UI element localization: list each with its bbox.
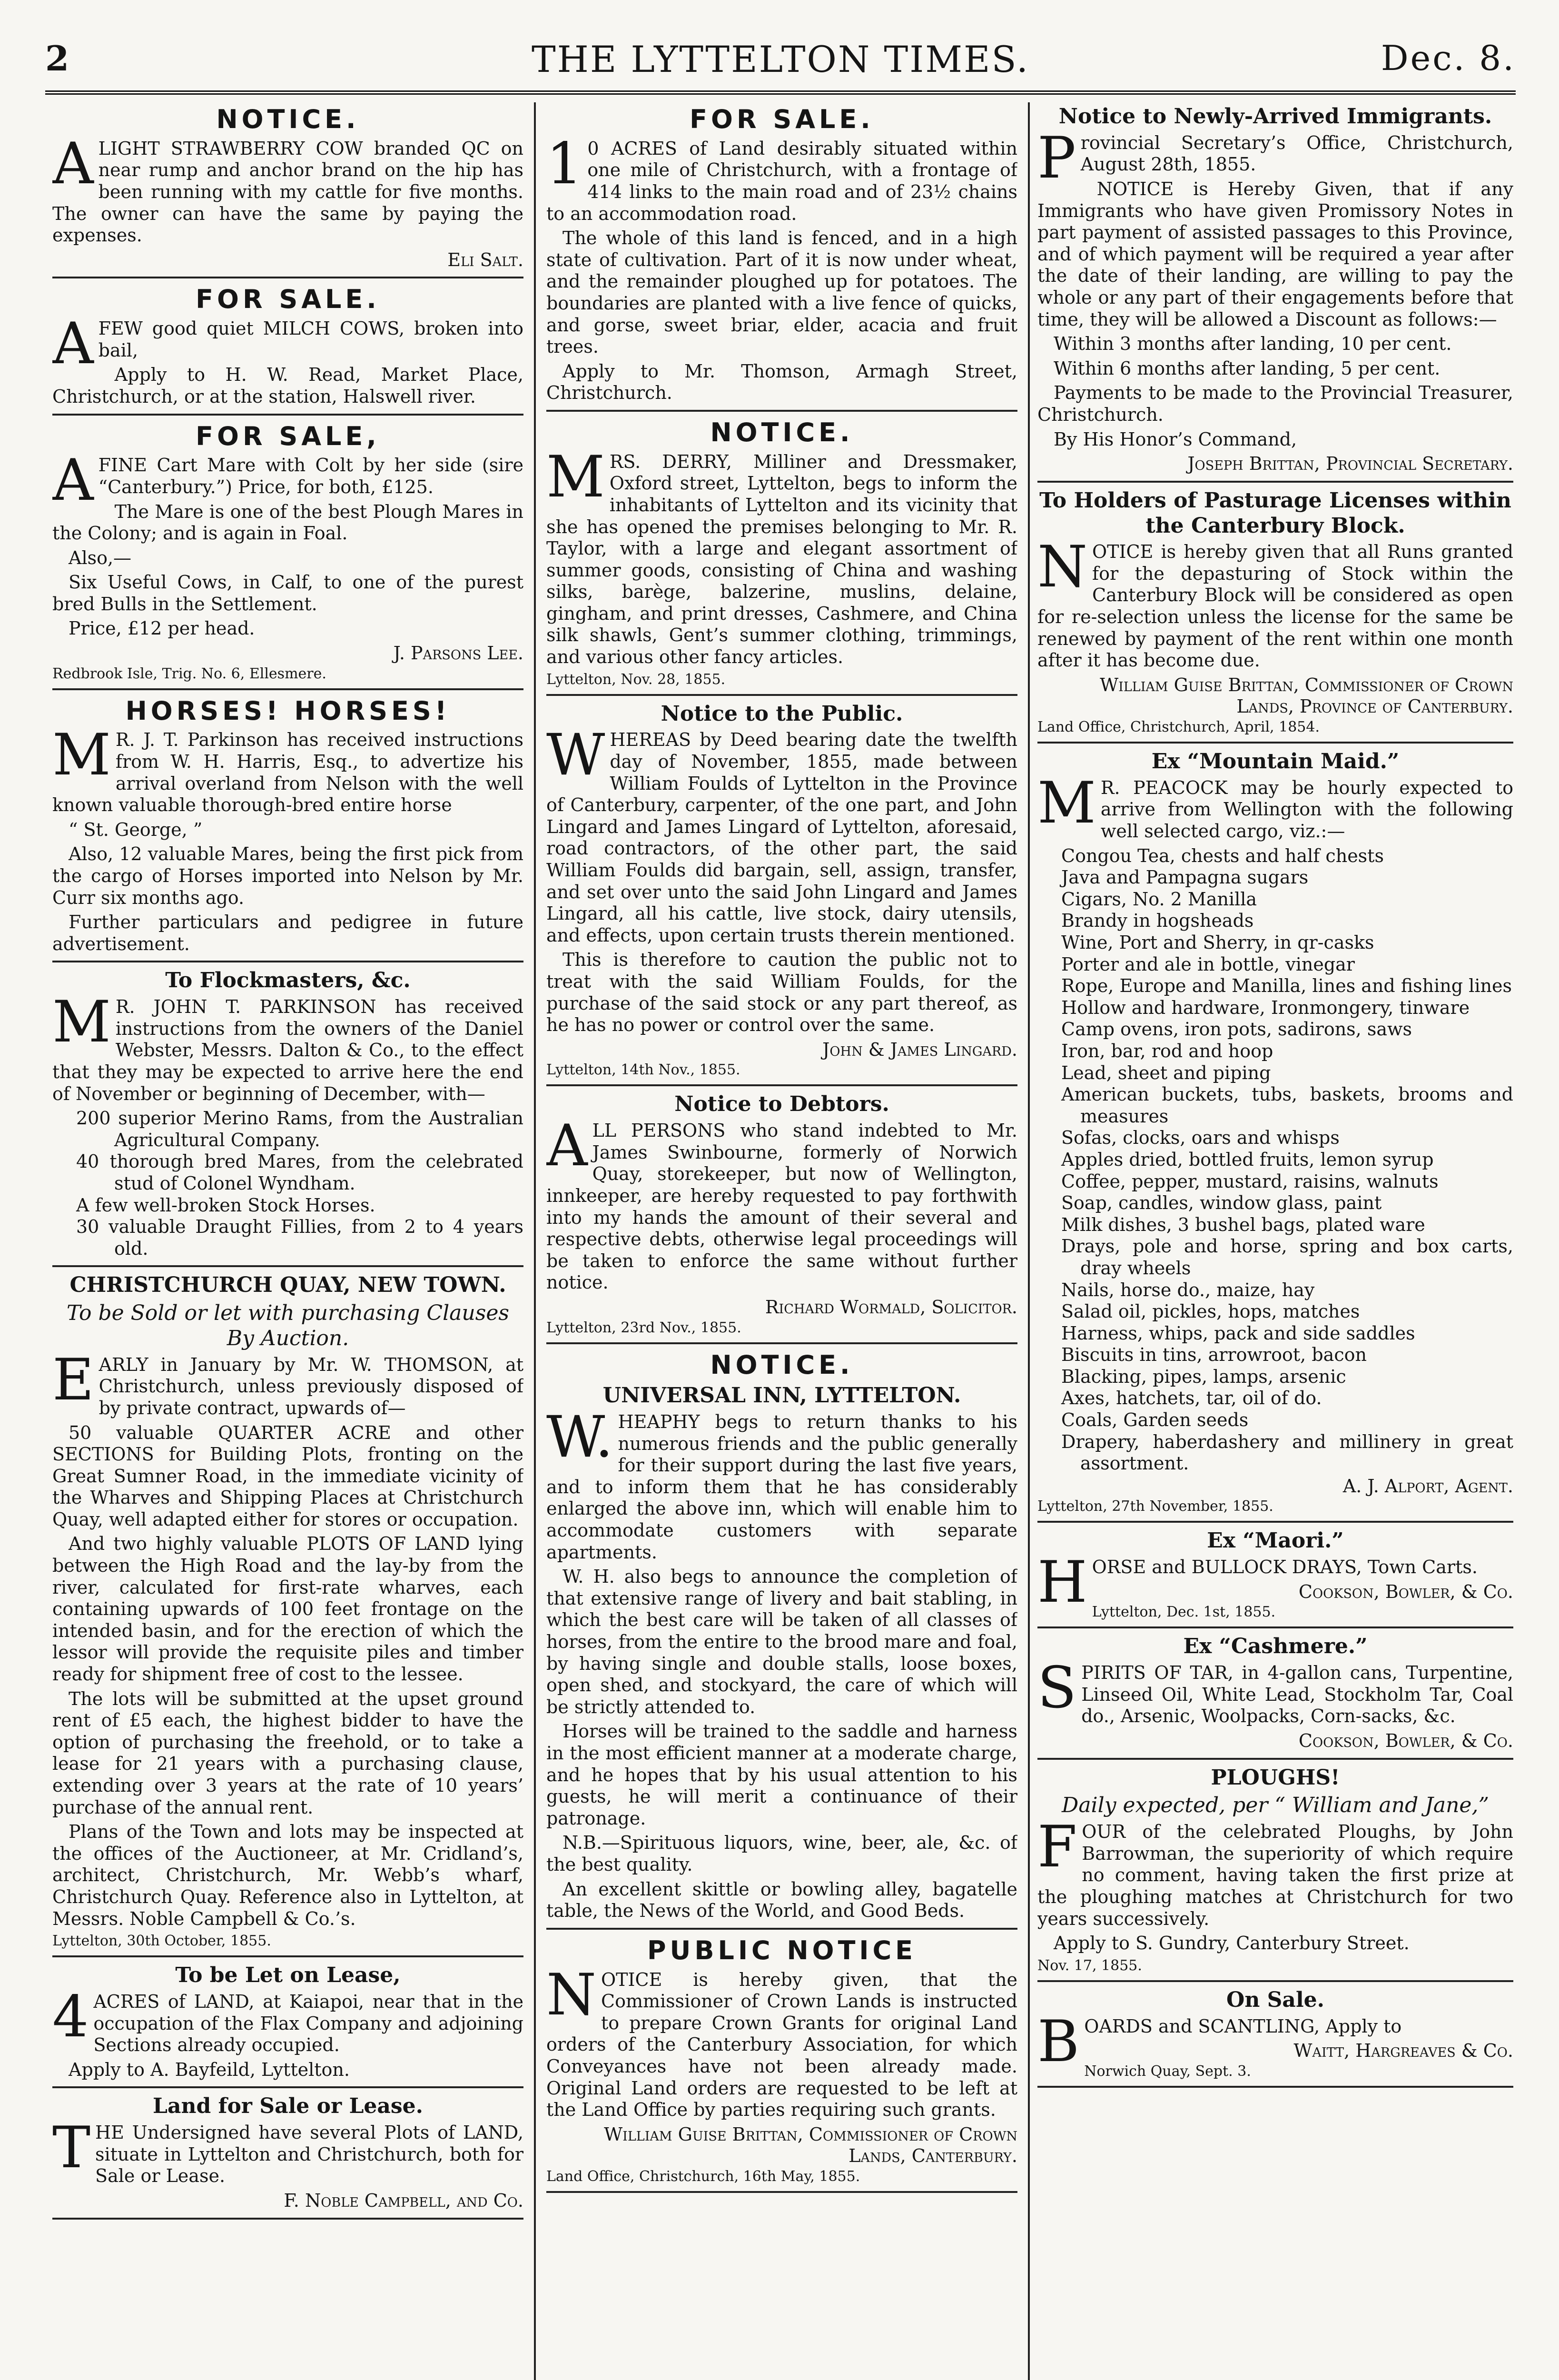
- column-1: [52, 102, 523, 2380]
- ad-dateline: Lyttelton, 30th October, 1855.: [52, 1933, 271, 1950]
- advertisement: [1037, 1634, 1513, 1752]
- list-item: Sofas, clocks, oars and whisps: [1061, 1127, 1340, 1149]
- ad-heading: NOTICE.: [710, 417, 854, 447]
- ad-signature: William Guise Brittan, Commissioner of Crown Lands, Canterbury.: [604, 2123, 1017, 2167]
- advertisement: [52, 421, 523, 683]
- item-list: [52, 1108, 523, 1259]
- ad-paragraph: An excellent skittle or bowling alley, bagatelle table, the News of the World, and Good Beds.: [546, 1878, 1017, 1922]
- advertisement: [546, 1350, 1017, 1922]
- advertisement: [52, 1963, 523, 2081]
- list-item: Cigars, No. 2 Manilla: [1061, 888, 1257, 910]
- advertisement: [1037, 488, 1513, 736]
- list-item: 40 thorough bred Mares, from the celebrated stud of Colonel Wyndham.: [76, 1151, 523, 1194]
- ad-heading: FOR SALE.: [196, 284, 380, 315]
- ad-paragraph: NOTICE is Hereby Given, that if any Immigrants who have given Promissory Notes in part payment of assisted passages to this Province, and of which payment will be required a year after the date of their landing, are willing to pay the whole or any part of their engagements before that time, they will be allowed a Discount as follows:—: [1037, 178, 1513, 330]
- ad-heading: HORSES! HORSES!: [125, 695, 451, 726]
- ad-signature: Cookson, Bowler, & Co.: [1298, 1730, 1513, 1751]
- masthead: [45, 38, 1516, 90]
- ad-paragraph: 4ACRES of LAND, at Kaiapoi, near that in the occupation of the Flax Company and adjoining Sections already occupied.: [52, 1983, 523, 2056]
- ad-paragraph: And two highly valuable PLOTS OF LAND lying between the High Road and the lay-by from the river, calculated for first-rate wharves, each containing upwards of 100 feet frontage on the intended basin, and for the erection of which the lessor will provide the requisite piles and timber ready for shipment free of cost to the lessee.: [52, 1533, 523, 1685]
- ad-paragraph: Plans of the Town and lots may be inspected at the offices of the Auctioneer, at Mr. Cridland’s, architect, Christchurch, Mr. Webb’s wharf, Christchurch Quay. Reference also in Lyttelton, at Messrs. Noble Campbell & Co.’s.: [52, 1821, 523, 1929]
- ad-signature: Richard Wormald, Solicitor.: [765, 1296, 1017, 1318]
- advertisement: [1037, 1528, 1513, 1621]
- list-item: Coffee, pepper, mustard, raisins, walnuts: [1061, 1170, 1439, 1192]
- column-rule: [534, 102, 536, 2380]
- ad-paragraph: Six Useful Cows, in Calf, to one of the purest bred Bulls in the Settlement.: [52, 572, 523, 615]
- advertisement: [52, 284, 523, 407]
- ad-heading: NOTICE.: [216, 104, 360, 134]
- advertisement: [1037, 104, 1513, 475]
- ad-signature: William Guise Brittan, Commissioner of Crown Lands, Province of Canterbury.: [1100, 674, 1513, 717]
- ad-paragraph: Horses will be trained to the saddle and harness in the most efficient manner at a moderate charge, and he hopes that by his usual attention to his guests, he will merit a continuance of their patronage.: [546, 1721, 1017, 1829]
- ad-paragraph: The whole of this land is fenced, and in a high state of cultivation. Part of it is now under wheat, and the remainder ploughed up for potatoes. The boundaries are planted with a live fence of quicks, and gorse, sweet briar, elder, acacia and fruit trees.: [546, 228, 1017, 357]
- advertisement: [1037, 1765, 1513, 1974]
- ad-subheading: Notice to Debtors.: [674, 1092, 889, 1117]
- list-item: Axes, hatchets, tar, oil of do.: [1061, 1388, 1322, 1409]
- ad-heading: PUBLIC NOTICE: [647, 1935, 917, 1965]
- ad-paragraph: 10 ACRES of Land desirably situated within one mile of Christchurch, with a frontage of 414 links to the main road and of 23½ chains to an accommodation road.: [546, 130, 1017, 224]
- ad-paragraph: Apply to A. Bayfeild, Lyttelton.: [69, 2059, 350, 2080]
- list-item: Apples dried, bottled fruits, lemon syrup: [1061, 1149, 1434, 1170]
- advertisement: [52, 2094, 523, 2211]
- ad-signature: Joseph Brittan, Provincial Secretary.: [1187, 453, 1513, 475]
- ad-paragraph: AFINE Cart Mare with Colt by her side (sire “Canterbury.”) Price, for both, £125.: [52, 447, 523, 514]
- ad-dateline: Lyttelton, 23rd Nov., 1855.: [546, 1319, 741, 1336]
- ad-paragraph: NOTICE is hereby given that all Runs granted for the depasturing of Stock within the Canterbury Block will be considered as open for re-selection unless the license for the same be renewed by payment of the rent within one month after it has become due.: [1037, 534, 1513, 671]
- ad-paragraph: Apply to Mr. Thomson, Armagh Street, Christchurch.: [546, 360, 1017, 404]
- ad-dateline: Lyttelton, 14th Nov., 1855.: [546, 1061, 740, 1079]
- ad-paragraph: N.B.—Spirituous liquors, wine, beer, ale, &c. of the best quality.: [546, 1832, 1017, 1875]
- ad-paragraph: Apply to S. Gundry, Canterbury Street.: [1054, 1933, 1410, 1954]
- ad-subheading: Ex “Maori.”: [1207, 1528, 1344, 1553]
- newspaper-title: THE LYTTELTON TIMES.: [531, 38, 1030, 80]
- ad-paragraph: Within 6 months after landing, 5 per cent.: [1054, 357, 1441, 379]
- list-item: Wine, Port and Sherry, in qr-casks: [1061, 932, 1374, 953]
- advertisement: [52, 696, 523, 955]
- ad-paragraph: THE Undersigned have several Plots of LAND, situate in Lyttelton and Christchurch, both for Sale or Lease.: [52, 2115, 523, 2187]
- ad-separator: [546, 1928, 1017, 1930]
- ad-paragraph: Within 3 months after landing, 10 per cent.: [1054, 333, 1452, 355]
- ad-separator: [1037, 1758, 1513, 1760]
- ad-subheading: Notice to the Public.: [661, 701, 903, 726]
- list-item: Soap, candles, window glass, paint: [1061, 1192, 1382, 1214]
- ad-subheading: To Holders of Pasturage Licenses within the Canterbury Block.: [1039, 488, 1511, 538]
- advertisement: [52, 104, 523, 271]
- ad-subheading-secondary: Daily expected, per “ William and Jane,”: [1062, 1793, 1489, 1818]
- ad-subheading: Notice to Newly-Arrived Immigrants.: [1058, 104, 1492, 129]
- ad-paragraph: 50 valuable QUARTER ACRE and other SECTIONS for Building Plots, fronting on the Great Sumner Road, in the immediate vicinity of the Wharves and Shipping Places at Christchurch Quay, well adapted either for stores or occupation.: [52, 1422, 523, 1530]
- ad-dateline: Land Office, Christchurch, April, 1854.: [1037, 719, 1320, 736]
- ad-subheading: UNIVERSAL INN, LYTTELTON.: [602, 1383, 961, 1408]
- ad-subheading: Ex “Cashmere.”: [1183, 1634, 1368, 1659]
- list-item: Drays, pole and horse, spring and box carts, dray wheels: [1061, 1236, 1513, 1279]
- page-number: 2: [45, 38, 69, 79]
- ad-subheading: To be Let on Lease,: [175, 1963, 401, 1988]
- ad-paragraph: NOTICE is hereby given, that the Commissioner of Crown Lands is instructed to prepare Crown Grants for original Land orders of the Canterbury Association, for which Conveyances have not been already made. Original Land orders are requested to be left at the Land Office by parties requiring such grants.: [546, 1962, 1017, 2121]
- ad-paragraph: Price, £12 per head.: [69, 618, 255, 639]
- ad-paragraph: Payments to be made to the Provincial Treasurer, Christchurch.: [1037, 382, 1513, 425]
- ad-paragraph: W. H. also begs to announce the completion of that extensive range of livery and bait stabling, in which the best care will be taken of all classes of horses, from the entire to the brood mare and foal, by having single and double stalls, loose boxes, open shed, and stockyard, the care of which will be strictly attended to.: [546, 1566, 1017, 1717]
- list-item: Camp ovens, iron pots, sadirons, saws: [1061, 1019, 1412, 1040]
- ad-signature: F. Noble Campbell, and Co.: [284, 2190, 523, 2211]
- ad-paragraph: FOUR of the celebrated Ploughs, by John Barrowman, the superiority of which require no comment, having taken the first prize at the ploughing matches at Christchurch for two years successively.: [1037, 1814, 1513, 1929]
- list-item: A few well-broken Stock Horses.: [76, 1194, 375, 1216]
- list-item: Milk dishes, 3 bushel bags, plated ware: [1061, 1214, 1425, 1235]
- ad-dateline: Nov. 17, 1855.: [1037, 1957, 1142, 1974]
- ad-paragraph: “ St. George, ”: [69, 819, 203, 840]
- ad-separator: [546, 2191, 1017, 2193]
- advertisement: [546, 702, 1017, 1079]
- ad-dateline: Land Office, Christchurch, 16th May, 1855.: [546, 2168, 860, 2185]
- ad-paragraph: WHEREAS by Deed bearing date the twelfth day of November, 1855, made between William Foulds of Lyttelton in the Province of Canterbury, carpenter, of the one part, and John Lingard and James Lingard of Lyttelton, aforesaid, road contractors, of the other part, the said William Foulds did bargain, sell, assign, transfer, and set over unto the said John Lingard and James Lingard, all his cattle, live stock, dairy utensils, and effects, upon certain trusts therein mentioned.: [546, 722, 1017, 946]
- list-item: Congou Tea, chests and half chests: [1061, 845, 1384, 866]
- ad-paragraph: This is therefore to caution the public not to treat with the said William Foulds, for the purchase of the said stock or any part thereof, as he has no power or control over the same.: [546, 949, 1017, 1036]
- ad-paragraph: MR. JOHN T. PARKINSON has received instructions from the owners of the Daniel Webster, Messrs. Dalton & Co., to the effect that they may be expected to arrive here the end of November or beginning of December, with—: [52, 989, 523, 1104]
- ad-separator: [1037, 742, 1513, 744]
- ad-paragraph: AFEW good quiet MILCH COWS, broken into bail,: [52, 311, 523, 377]
- ad-paragraph: ALL PERSONS who stand indebted to Mr. James Swinbourne, formerly of Norwich Quay, storekeeper, but now of Wellington, innkeeper, are hereby requested to pay forthwith into my hands the amount of their several and respective debts, otherwise legal proceedings will be taken to enforce the same without further notice.: [546, 1113, 1017, 1293]
- ad-dateline: Lyttelton, Dec. 1st, 1855.: [1092, 1604, 1276, 1621]
- masthead-rule: [45, 90, 1516, 95]
- item-list: [1037, 845, 1513, 1475]
- ad-separator: [52, 2086, 523, 2088]
- ad-subheading: On Sale.: [1226, 1987, 1324, 2012]
- list-item: Brandy in hogsheads: [1061, 910, 1254, 932]
- list-item: 200 superior Merino Rams, from the Australian Agricultural Company.: [76, 1108, 523, 1150]
- ad-subheading: To Flockmasters, &c.: [165, 968, 411, 993]
- issue-date: Dec. 8.: [1381, 38, 1516, 78]
- advertisement: [1037, 749, 1513, 1515]
- list-item: Iron, bar, rod and hoop: [1061, 1040, 1273, 1061]
- ad-separator: [52, 277, 523, 278]
- ad-dateline: Norwich Quay, Sept. 3.: [1084, 2063, 1251, 2080]
- ad-separator: [52, 2218, 523, 2220]
- list-item: American buckets, tubs, baskets, brooms and measures: [1061, 1084, 1513, 1127]
- ad-separator: [1037, 1521, 1513, 1523]
- ad-separator: [1037, 1980, 1513, 1982]
- advertisement: [52, 968, 523, 1259]
- ad-paragraph: W.HEAPHY begs to return thanks to his numerous friends and the public generally for their support during the last five years, and to inform them that he has considerably enlarged the above inn, which will enable him to accommodate customers with separate apartments.: [546, 1404, 1017, 1563]
- ad-separator: [52, 1955, 523, 1957]
- ad-subheading: Ex “Mountain Maid.”: [1151, 749, 1400, 774]
- list-item: Harness, whips, pack and side saddles: [1061, 1322, 1415, 1344]
- ad-signature: John & James Lingard.: [822, 1039, 1017, 1060]
- ad-separator: [52, 414, 523, 416]
- ad-paragraph: ALIGHT STRAWBERRY COW branded QC on near rump and anchor brand on the hip has been running with my cattle for five months. The owner can have the same by paying the expenses.: [52, 130, 523, 246]
- ad-dateline: Lyttelton, 27th November, 1855.: [1037, 1498, 1273, 1515]
- list-item: Nails, horse do., maize, hay: [1061, 1279, 1315, 1300]
- ad-paragraph: EARLY in January by Mr. W. THOMSON, at Christchurch, unless previously disposed of by private contract, upwards of—: [52, 1347, 523, 1418]
- column-rule: [1028, 102, 1030, 2380]
- ad-paragraph: HORSE and BULLOCK DRAYS, Town Carts.: [1037, 1549, 1478, 1616]
- ad-dateline: Lyttelton, Nov. 28, 1855.: [546, 671, 726, 688]
- list-item: Salad oil, pickles, hops, matches: [1061, 1301, 1360, 1322]
- ad-paragraph: The lots will be submitted at the upset ground rent of £5 each, the highest bidder to have the option of purchasing the freehold, or to take a lease for 21 years with a purchasing clause, extending over 3 years at the rate of 10 years’ purchase of the annual rent.: [52, 1688, 523, 1818]
- advertisement: [546, 104, 1017, 404]
- ad-paragraph: SPIRITS OF TAR, in 4-gallon cans, Turpentine, Linseed Oil, White Lead, Stockholm Tar, Coal do., Arsenic, Woolpacks, Corn-sacks, &c.: [1037, 1655, 1513, 1727]
- ad-paragraph: Also, 12 valuable Mares, being the first pick from the cargo of Horses imported into Nelson by Mr. Curr six months ago.: [52, 843, 523, 908]
- ad-paragraph: By His Honor’s Command,: [1054, 428, 1297, 450]
- advertisement: [546, 417, 1017, 688]
- advertisement: [1037, 1988, 1513, 2080]
- ad-signature: A. J. Alport, Agent.: [1342, 1475, 1513, 1497]
- ad-separator: [546, 1342, 1017, 1344]
- ad-signature: Waitt, Hargreaves & Co.: [1293, 2040, 1513, 2062]
- ad-paragraph: The Mare is one of the best Plough Mares in the Colony; and is again in Foal.: [52, 501, 523, 544]
- ad-separator: [546, 1084, 1017, 1086]
- ad-subheading: PLOUGHS!: [1211, 1765, 1340, 1790]
- list-item: Biscuits in tins, arrowroot, bacon: [1061, 1344, 1367, 1366]
- ad-subheading: Land for Sale or Lease.: [153, 2094, 423, 2119]
- list-item: Blacking, pipes, lamps, arsenic: [1061, 1366, 1346, 1387]
- ad-subheading: CHRISTCHURCH QUAY, NEW TOWN.: [69, 1273, 506, 1298]
- ad-paragraph: BOARDS and SCANTLING, Apply to: [1037, 2008, 1402, 2075]
- column-3: [1037, 102, 1513, 2380]
- ad-separator: [546, 694, 1017, 696]
- ad-dateline: Redbrook Isle, Trig. No. 6, Ellesmere.: [52, 665, 326, 682]
- ad-separator: [1037, 1626, 1513, 1628]
- ad-heading: FOR SALE,: [196, 421, 380, 451]
- list-item: Lead, sheet and piping: [1061, 1062, 1271, 1083]
- advertisement: [546, 1092, 1017, 1336]
- list-item: Java and Pampagna sugars: [1061, 867, 1309, 888]
- column-2: [546, 102, 1017, 2380]
- ad-paragraph: MR. J. T. Parkinson has received instructions from W. H. Harris, Esq., to advertize his arrival overland from Nelson with the well known valuable thorough-bred entire horse: [52, 722, 523, 816]
- ad-separator: [52, 688, 523, 690]
- ad-paragraph: MRS. DERRY, Milliner and Dressmaker, Oxford street, Lyttelton, begs to inform the inhabitants of Lyttelton and its vicinity that she has opened the premises belonging to Mr. R. Taylor, with a large and elegant assortment of summer goods, consisting of China and washing silks, barège, balzerine, muslins, delaine, gingham, and print dresses, Cashmere, and China silk shawls, Gent’s summer clothing, trimmings, and various other fancy articles.: [546, 444, 1017, 668]
- ad-signature: J. Parsons Lee.: [393, 643, 523, 664]
- ad-paragraph: Also,—: [69, 547, 132, 568]
- ad-paragraph: Provincial Secretary’s Office, Christchurch, August 28th, 1855.: [1037, 125, 1513, 191]
- list-item: Drapery, haberdashery and millinery in great assortment.: [1061, 1431, 1513, 1474]
- list-item: Hollow and hardware, Ironmongery, tinware: [1061, 997, 1470, 1018]
- list-item: 30 valuable Draught Fillies, from 2 to 4 years old.: [76, 1216, 523, 1259]
- list-item: Rope, Europe and Manilla, lines and fishing lines: [1061, 975, 1512, 997]
- list-item: Coals, Garden seeds: [1061, 1409, 1249, 1431]
- ad-paragraph: Apply to H. W. Read, Market Place, Christchurch, or at the station, Halswell river.: [52, 364, 523, 407]
- ad-separator: [52, 1265, 523, 1267]
- ad-heading: FOR SALE.: [690, 104, 874, 134]
- ad-separator: [1037, 481, 1513, 483]
- ad-signature: Cookson, Bowler, & Co.: [1298, 1581, 1513, 1602]
- ad-separator: [1037, 2086, 1513, 2088]
- ad-signature: Eli Salt.: [447, 249, 523, 270]
- ad-subheading-secondary: To be Sold or let with purchasing Clauses By Auction.: [67, 1301, 509, 1350]
- list-item: Porter and ale in bottle, vinegar: [1061, 953, 1355, 975]
- advertisement: [52, 1273, 523, 1950]
- ad-paragraph: MR. PEACOCK may be hourly expected to arrive from Wellington with the following well selected cargo, viz.:—: [1037, 770, 1513, 842]
- ad-paragraph: Further particulars and pedigree in future advertisement.: [52, 912, 523, 954]
- ad-separator: [546, 410, 1017, 412]
- advertisement: [546, 1935, 1017, 2185]
- ad-separator: [52, 961, 523, 962]
- ad-heading: NOTICE.: [710, 1349, 854, 1380]
